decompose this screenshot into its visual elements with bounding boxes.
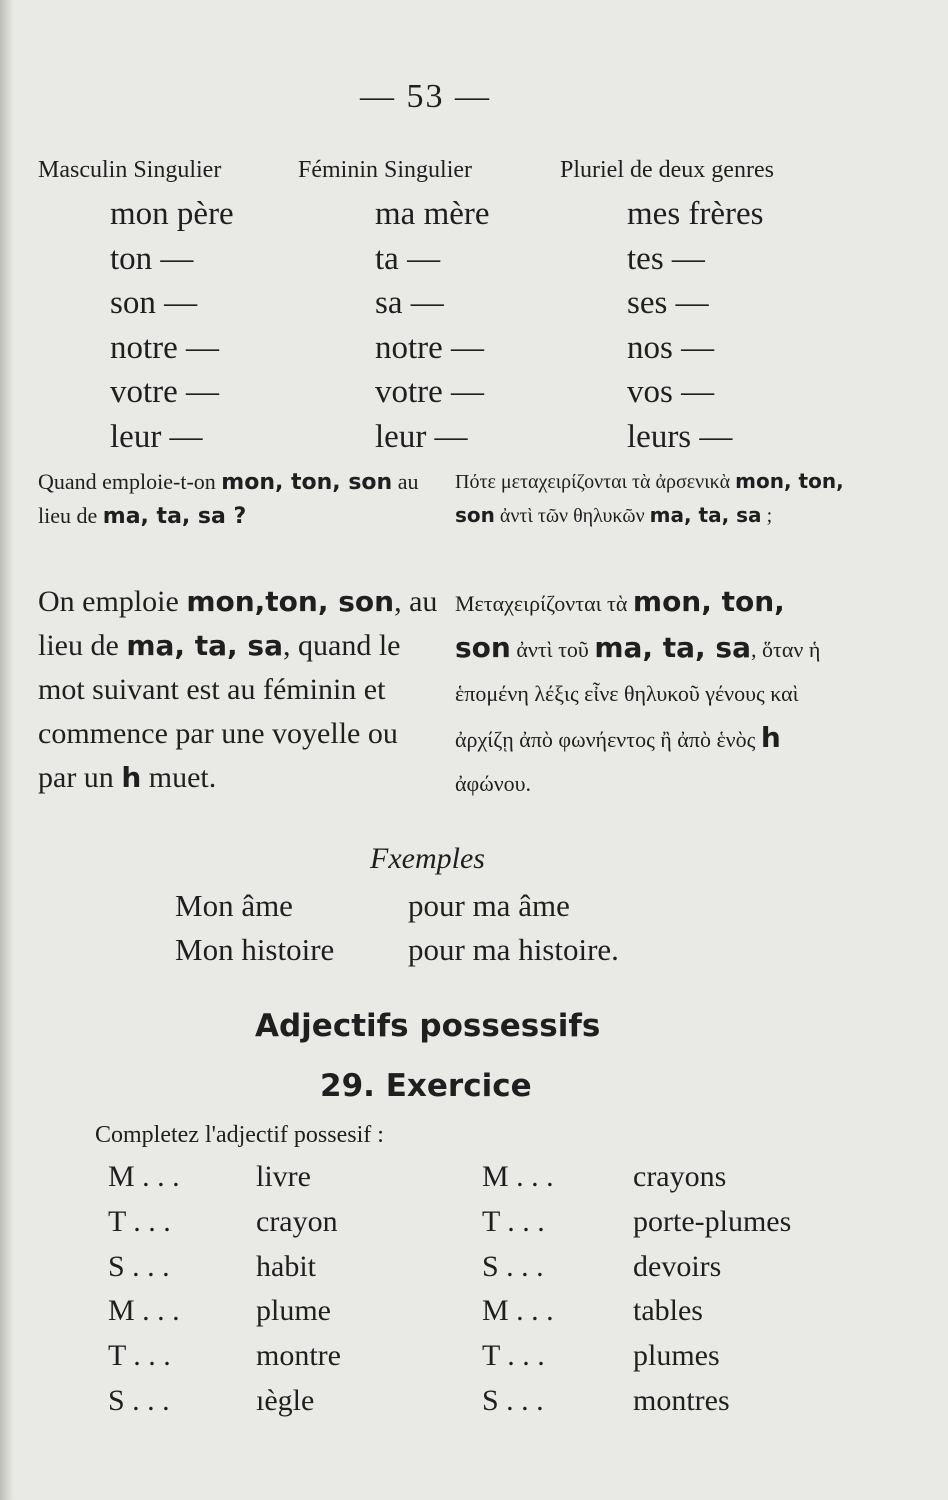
exercise-noun: devoirs (633, 1249, 722, 1283)
exercise-noun: habit (256, 1249, 316, 1283)
bold-text: h (760, 721, 781, 754)
example-row (175, 932, 619, 968)
text: , quand le mot suivant est au féminin et commence par une voyelle ou par un (38, 629, 401, 794)
exercise-instruction: Completez l'adjectif possesif : (95, 1122, 384, 1148)
exercise-noun: plumes (633, 1339, 720, 1373)
text: au lieu de (38, 469, 419, 528)
column-masculin (110, 192, 234, 459)
exercise-prefix: T . . . (108, 1204, 171, 1238)
column-pluriel (627, 192, 764, 459)
exercise-prefix: S . . . (482, 1383, 544, 1417)
question-greek (455, 465, 850, 533)
bold-text: ma, ta, sa (126, 629, 283, 662)
section-title: Adjectifs possessifs (255, 1008, 601, 1044)
bold-text: ma, ta, sa (594, 631, 751, 664)
table-cell: leur — (110, 418, 203, 455)
table-cell: tes — (627, 240, 705, 277)
header-masculin: Masculin Singulier (38, 157, 222, 183)
table-cell: mes frères (627, 196, 764, 232)
text: ἀντὶ τοῦ (510, 637, 595, 662)
exercise-prefix: T . . . (482, 1204, 545, 1238)
table-cell: votre — (375, 374, 485, 410)
table-cell: leur — (375, 418, 468, 455)
column-feminin (375, 192, 490, 459)
text: ἀντὶ τῶν θηλυκῶν (494, 505, 650, 527)
exercise-noun: montre (256, 1339, 341, 1373)
exercise-prefix: M . . . (482, 1160, 554, 1193)
example-note: pour ma histoire. (408, 932, 619, 967)
table-cell: notre — (375, 329, 485, 366)
bold-text: mon, ton, son (455, 469, 844, 527)
bold-text: ma, ta, sa ? (102, 504, 247, 529)
example-wrong: Mon âme (175, 888, 293, 923)
exercise-prefix: S . . . (108, 1383, 170, 1417)
exercise-noun: crayon (256, 1204, 338, 1238)
text: Μεταχειρίζονται τὰ (455, 591, 633, 616)
exercise-prefix: M . . . (482, 1294, 554, 1328)
text: muet. (141, 761, 217, 794)
exercise-title: 29. Exercice (320, 1068, 532, 1104)
exercise-nouns-left (256, 1155, 341, 1424)
table-cell: vos — (627, 374, 715, 410)
examples-title: Fxemples (370, 842, 485, 875)
exercise-noun: ıègle (256, 1383, 315, 1417)
exercise-nouns-right (633, 1155, 791, 1424)
page-number: — 53 — (360, 78, 491, 115)
text: , au lieu de (38, 585, 438, 662)
exercise-prefixes-right (482, 1155, 554, 1424)
example-note: pour ma âme (408, 888, 570, 923)
exercise-prefix: T . . . (482, 1339, 545, 1373)
table-cell: ta — (375, 240, 441, 277)
example-row (175, 888, 570, 924)
bold-text: ma, ta, sa (649, 503, 762, 527)
exercise-prefix: M . . . (108, 1294, 180, 1328)
bold-text: mon, ton, son (455, 585, 785, 664)
exercise-prefix: S . . . (482, 1249, 544, 1283)
exercise-noun: plume (256, 1294, 331, 1328)
table-cell: ton — (110, 240, 194, 277)
text: ; (761, 505, 773, 527)
text: ἀφώνου. (455, 771, 532, 796)
question-french (38, 465, 438, 533)
exercise-noun: tables (633, 1294, 703, 1328)
example-wrong: Mon histoire (175, 932, 335, 967)
table-cell: mon père (110, 196, 234, 232)
answer-greek (455, 580, 850, 806)
exercise-noun: porte-plumes (633, 1204, 792, 1238)
table-cell: notre — (110, 329, 220, 366)
bold-text: mon,ton, son (186, 585, 395, 618)
text: Quand emploie-t-on (38, 469, 222, 494)
exercise-prefixes-left (108, 1155, 180, 1424)
table-cell: ma mère (375, 196, 490, 232)
table-cell: ses — (627, 285, 709, 321)
text: On emploie (38, 585, 187, 618)
table-cell: votre — (110, 374, 220, 410)
exercise-prefix: T . . . (108, 1339, 171, 1373)
exercise-noun: livre (256, 1160, 311, 1193)
table-cell: sa — (375, 285, 444, 321)
text: Πότε μεταχειρίζονται τὰ ἀρσενικὰ (455, 471, 736, 493)
table-cell: son — (110, 285, 198, 321)
bold-text: mon, ton, son (221, 470, 393, 495)
text: , ὅταν ἡ ἑπομένη λέξις εἶνε θηλυκοῦ γένους καὶ ἀρχίζῃ ἀπὸ φωνήεντος ἢ ἀπὸ ἑνὸς (455, 637, 821, 752)
exercise-noun: montres (633, 1383, 730, 1417)
answer-french (38, 580, 438, 800)
bold-text: h (121, 761, 142, 794)
exercise-prefix: S . . . (108, 1249, 170, 1283)
header-pluriel: Pluriel de deux genres (560, 157, 774, 183)
header-feminin: Féminin Singulier (298, 157, 472, 183)
exercise-noun: crayons (633, 1160, 727, 1193)
table-cell: nos — (627, 329, 715, 366)
table-cell: leurs — (627, 418, 733, 455)
exercise-prefix: M . . . (108, 1160, 180, 1193)
page-binding-edge (0, 0, 14, 1500)
